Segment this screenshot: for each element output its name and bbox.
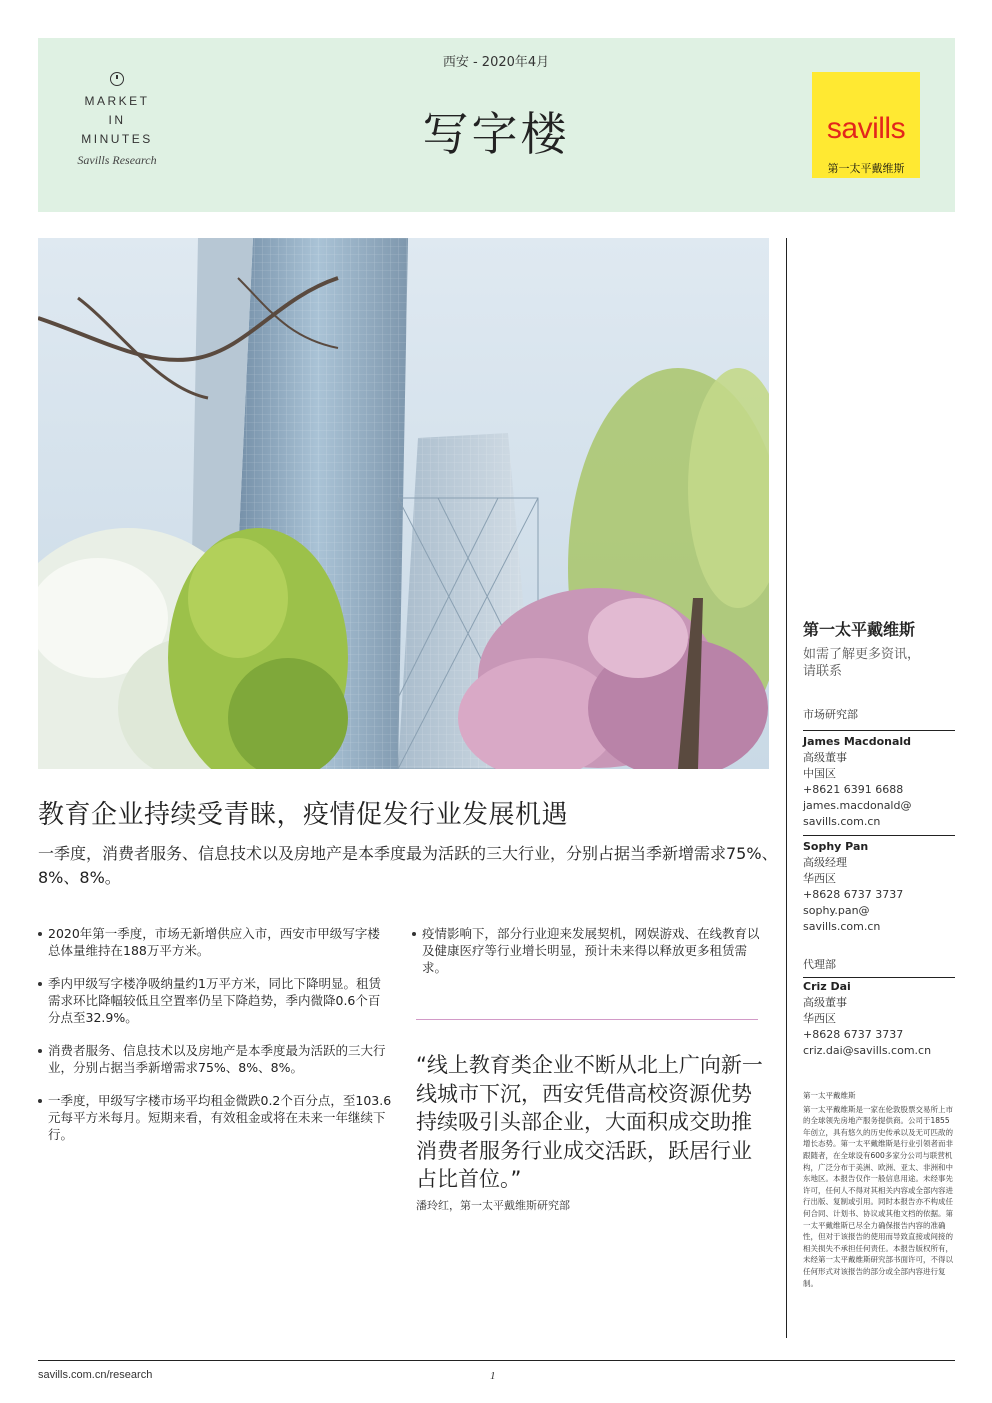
section-title-agency: 代理部	[803, 958, 836, 971]
contact-name: Criz Dai	[803, 980, 851, 993]
contact-name: James Macdonald	[803, 735, 912, 748]
contact-email[interactable]: criz.dai@savills.com.cn	[803, 1044, 932, 1057]
contact-phone: +8628 6737 3737	[803, 1028, 904, 1041]
list-item: 疫情影响下，部分行业迎来发展契机，网娱游戏、在线教育以及健康医疗等行业增长明显，预计未来得以释放更多租赁需求。	[412, 925, 767, 976]
contact-region: 中国区	[803, 767, 836, 780]
savills-wordmark: savills	[826, 112, 906, 145]
contact-role: 高级董事	[803, 996, 847, 1009]
footer-rule	[38, 1360, 955, 1361]
section-rule	[803, 835, 955, 836]
section-title-research: 市场研究部	[803, 708, 858, 721]
list-item: 一季度，甲级写字楼市场平均租金微跌0.2个百分点，至103.6元每平方米每月。短期来看，有效租金或将在未来一年继续下行。	[38, 1092, 392, 1143]
summary-bullets-right	[412, 925, 767, 976]
headline: 教育企业持续受青睐，疫情促发行业发展机遇	[38, 800, 569, 830]
list-item: 消费者服务、信息技术以及房地产是本季度最为活跃的三大行业，分别占据当季新增需求75%、8%、8%。	[38, 1042, 392, 1076]
sidebar-contact-prompt	[803, 646, 955, 680]
contact-prompt-line: 请联系	[803, 664, 843, 679]
subhead: 一季度，消费者服务、信息技术以及房地产是本季度最为活跃的三大行业，分别占据当季新增需求75%、8%、8%。	[38, 844, 778, 887]
savills-chinese-name: 第一太平戴维斯	[827, 162, 905, 175]
quote-divider	[416, 1019, 758, 1020]
contact-email[interactable]: james.macdonald@	[803, 799, 912, 812]
contact-role: 高级经理	[803, 856, 847, 869]
clock-icon	[110, 72, 124, 86]
sidebar-rule	[786, 238, 787, 1338]
logo-line: IN	[108, 113, 126, 127]
sidebar-company: 第一太平戴维斯	[803, 620, 916, 639]
contact-phone: +8621 6391 6688	[803, 783, 904, 796]
contact-prompt-line: 如需了解更多资讯，	[803, 647, 921, 662]
contact-email[interactable]: sophy.pan@	[803, 904, 870, 917]
savills-logo	[812, 72, 920, 178]
section-rule	[803, 977, 955, 978]
office-tower-photo	[38, 238, 769, 769]
logo-line: MINUTES	[81, 132, 153, 146]
disclaimer-title: 第一太平戴维斯	[803, 1091, 856, 1100]
contact-phone: +8628 6737 3737	[803, 888, 904, 901]
contact-region: 华西区	[803, 1012, 836, 1025]
company-disclaimer	[803, 1090, 955, 1289]
footer-url[interactable]: savills.com.cn/research	[38, 1369, 153, 1381]
pull-quote: “线上教育类企业不断从北上广向新一线城市下沉，西安凭借高校资源优势持续吸引头部企业，大面积成交助推消费者服务行业成交活跃，跃居行业占比首位。”	[416, 1053, 763, 1191]
contact-region: 华西区	[803, 872, 836, 885]
list-item: 2020年第一季度，市场无新增供应入市，西安市甲级写字楼总体量维持在188万平方米。	[38, 925, 392, 959]
contact-email[interactable]: savills.com.cn	[803, 920, 881, 933]
page-number: 1	[490, 1370, 496, 1382]
hero-photo	[38, 238, 769, 769]
contact-role: 高级董事	[803, 751, 847, 764]
contact-card-james	[803, 734, 955, 830]
quote-attribution: 潘玲红，第一太平戴维斯研究部	[416, 1199, 570, 1212]
dateline: 西安 - 2020年4月	[442, 55, 550, 70]
disclaimer-text: 第一太平戴维斯是一家在伦敦股票交易所上市的全球领先房地产服务提供商。公司于1855年创立，具有悠久的历史传承以及无可匹敌的增长态势。第一太平戴维斯是行业引领者而非跟随者，在全球设有600多家分公司与联营机构，广泛分布于美洲、欧洲、亚太、非洲和中东地区。本报告仅作一般信息用途。未经事先许可，任何人不得对其相关内容或全部内容进行出版、复制或引用。同时本报告亦不构成任何合同、计划书、协议或其他文档的依据。第一太平戴维斯已尽全力确保报告内容的准确性，但对于该报告的使用而导致直接或间接的相关损失不承担任何责任。本报告版权所有，未经第一太平戴维斯研究部书面许可，不得以任何形式对该报告的部分或全部内容进行复制。	[803, 1104, 953, 1288]
summary-bullets-left	[38, 925, 392, 1143]
contact-card-criz	[803, 979, 955, 1059]
contact-email[interactable]: savills.com.cn	[803, 815, 881, 828]
page-title: 写字楼	[422, 107, 570, 161]
logo-subtitle: Savills Research	[77, 153, 157, 167]
contact-card-sophy	[803, 839, 955, 935]
logo-line: MARKET	[84, 94, 150, 108]
contact-name: Sophy Pan	[803, 840, 869, 853]
list-item: 季内甲级写字楼净吸纳量约1万平方米，同比下降明显。租赁需求环比降幅较低且空置率仍呈下降趋势，季内微降0.6个百分点至32.9%。	[38, 975, 392, 1026]
section-rule	[803, 730, 955, 731]
